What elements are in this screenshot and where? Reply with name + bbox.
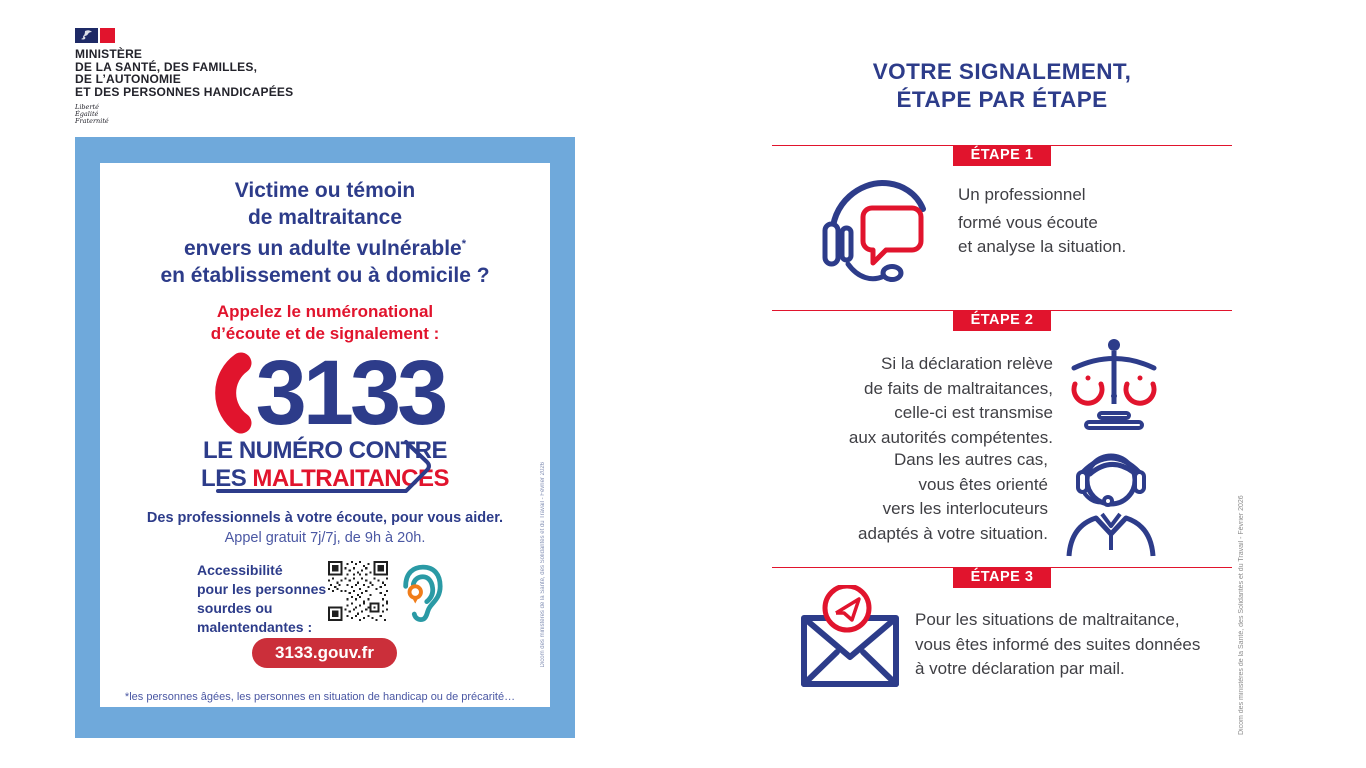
call-line: Appelez le numéronational: [216, 302, 434, 321]
page-credit-vertical: Dicom des ministères de la Santé, des Solidarités et du Travail - Février 2026: [1238, 495, 1245, 735]
footnote-marker: *: [461, 238, 467, 250]
headset-speech-bubble-icon: [818, 172, 940, 292]
republic-motto: [75, 104, 293, 125]
tagline-line: LES MALTRAITANCES: [201, 465, 449, 492]
poster-title-line: envers un adulte vulnérable*: [183, 237, 467, 260]
accessibility-line: Accessibilité: [197, 562, 283, 578]
motto-line: Liberté: [75, 103, 99, 111]
ministry-name: [75, 48, 293, 98]
accessibility-line: malentendantes :: [197, 619, 313, 635]
accessibility-line: pour les personnes: [197, 581, 327, 597]
footnote-text: *les personnes âgées, les personnes en situation de handicap ou de précarité…: [124, 691, 516, 703]
step3-badge: ÉTAPE 3: [953, 567, 1052, 588]
government-logo-block: [75, 28, 293, 125]
step3-text: [915, 608, 1200, 682]
tagline: [100, 437, 550, 493]
motto-line: Égalité: [75, 110, 99, 118]
step2-line: vous êtes orienté: [918, 474, 1048, 494]
phone-handset-icon: [206, 352, 252, 434]
hours-line: Appel gratuit 7j/7j, de 9h à 20h.: [224, 530, 426, 546]
step2-line: adaptés à votre situation.: [858, 523, 1048, 543]
qr-code-icon: [328, 561, 388, 621]
step3-line: à votre déclaration par mail.: [915, 659, 1125, 678]
call-to-action-text: [100, 301, 550, 345]
step3-line: Pour les situations de maltraitance,: [915, 610, 1180, 629]
step2-line: vers les interlocuteurs: [882, 499, 1048, 518]
step1-line: et analyse la situation.: [958, 237, 1127, 256]
step2-line: celle-ci est transmise: [894, 403, 1053, 422]
poster-3133: [75, 137, 575, 738]
steps-title-line: ÉTAPE PAR ÉTAPE: [896, 87, 1108, 112]
poster-title-line: en établissement ou à domicile ?: [160, 264, 490, 287]
poster-title: [100, 177, 550, 289]
ministry-name-line: DE LA SANTÉ, DES FAMILLES,: [75, 59, 258, 74]
call-line: d’écoute et de signalement :: [210, 324, 440, 343]
step2-line: de faits de maltraitances,: [864, 378, 1053, 398]
hotline-number: 3133: [255, 342, 445, 444]
flag-red-panel: [100, 28, 115, 43]
website-button[interactable]: 3133.gouv.fr: [252, 638, 397, 668]
step1-badge: ÉTAPE 1: [953, 145, 1052, 166]
support-agent-icon: [1066, 442, 1156, 558]
steps-title: [772, 58, 1232, 114]
step2-line: Si la déclaration relève: [881, 354, 1053, 373]
step2-line: Dans les autres cas,: [893, 450, 1048, 469]
flag-blue-panel: [75, 28, 98, 43]
poster-card: [100, 163, 550, 707]
step1-line: formé vous écoute: [958, 212, 1098, 232]
step3-line: vous êtes informé des suites données: [915, 634, 1201, 654]
poster-title-line: de maltraitance: [247, 206, 403, 229]
professionals-line: Des professionnels à votre écoute, pour vous aider.: [146, 510, 504, 526]
justice-scales-icon: [1068, 336, 1160, 434]
accessible-hearing-icon: [398, 563, 444, 623]
step2-paragraph1: [772, 352, 1053, 450]
ministry-name-line: MINISTÈRE: [75, 47, 143, 61]
step2-badge-row: [772, 310, 1232, 331]
poster-credit-vertical: Dicom des ministères de la Santé, des Solidarités et du Travail - Février 2026: [540, 461, 546, 667]
ministry-name-line: ET DES PERSONNES HANDICAPÉES: [75, 84, 294, 99]
envelope-send-icon: [797, 585, 903, 689]
step1-text: [958, 183, 1126, 260]
motto-line: Fraternité: [75, 117, 109, 125]
step2-line: aux autorités compétentes.: [848, 427, 1053, 447]
step2-paragraph2: [772, 448, 1048, 546]
france-flag-icon: [75, 28, 293, 43]
step1-line: Un professionnel: [958, 185, 1086, 204]
step1-badge-row: [772, 145, 1232, 166]
poster-title-line: Victime ou témoin: [234, 179, 416, 202]
step2-badge: ÉTAPE 2: [953, 310, 1052, 331]
number-3133-logo: [100, 342, 550, 444]
ministry-name-line: DE L’AUTONOMIE: [75, 72, 181, 86]
tagline-line: LE NUMÉRO CONTRE: [203, 437, 447, 464]
accessibility-text: [197, 561, 326, 637]
steps-title-line: VOTRE SIGNALEMENT,: [872, 59, 1132, 84]
accessibility-line: sourdes ou: [197, 600, 273, 616]
